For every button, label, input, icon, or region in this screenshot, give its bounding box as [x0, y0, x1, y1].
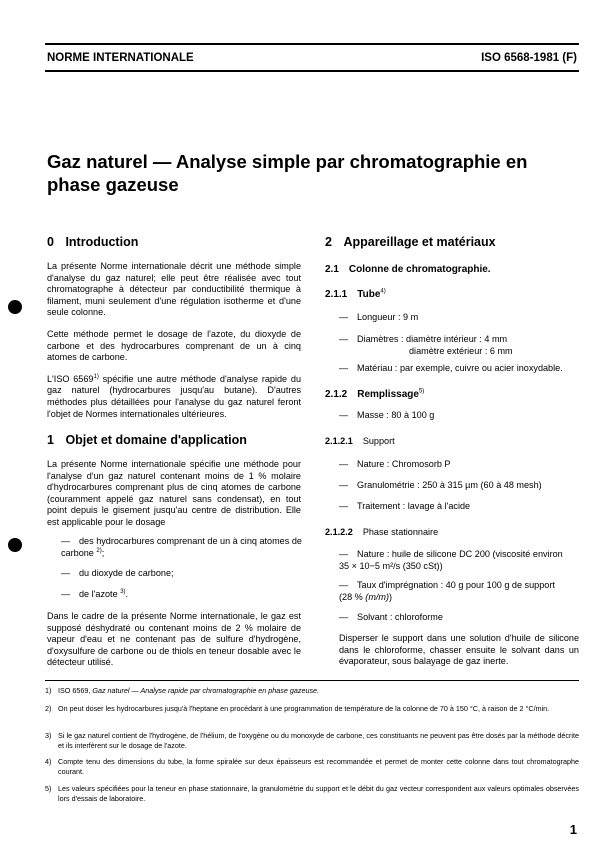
header-left: NORME INTERNATIONALE — [47, 52, 194, 64]
tube-materiau: — Matériau : par exemple, cuivre ou acier inoxydable. — [339, 363, 563, 373]
support-granulometrie: — Granulométrie : 250 à 315 µm (60 à 48 mesh) — [339, 480, 542, 490]
subsection-2-1-2-2: 2.1.2.2 Phase stationnaire — [325, 527, 439, 537]
header-top-rule — [45, 43, 579, 45]
support-nature: — Nature : Chromosorb P — [339, 459, 451, 469]
header-right: ISO 6568-1981 (F) — [481, 52, 577, 64]
tube-diametre-interieur: — Diamètres : diamètre intérieur : 4 mm — [339, 334, 508, 344]
subsection-2-1-1: 2.1.1 Tube$^{4)}$ — [325, 288, 386, 300]
remplissage-masse: — Masse : 80 à 100 g — [339, 410, 435, 420]
tube-longueur: — Longueur : 9 m — [339, 312, 419, 322]
support-traitement: — Traitement : lavage à l'acide — [339, 501, 471, 511]
tube-diametre-exterieur: diamètre extérieur : 6 mm — [409, 346, 513, 356]
title-line-2: phase gazeuse — [47, 174, 179, 195]
intro-paragraph-2: Cette méthode permet le dosage de l'azote, du dioxyde de carbone et des hydrocarbures comprenant de un à cinq atomes de carbone. — [47, 328, 301, 363]
phase-taux-line-2: (28 % (m/m)) — [339, 592, 393, 602]
punch-hole-bottom — [8, 538, 22, 552]
section-1-paragraph-2: Dans le cadre de la présente Norme internationale, le gaz est supposé déshydraté ou contenant moins de 2 % molaire de vapeur d'eau et ne contenant pas de sulfure d'hydrogène, d'oxysulfure de carbone ou de thiols en teneur dosable avec le détecteur utilisé. — [47, 611, 301, 668]
phase-solvant: — Solvant : chloroforme — [339, 612, 443, 622]
section-2-heading: 2 Appareillage et matériaux — [325, 235, 496, 249]
subsection-2-1: 2.1 Colonne de chromatographie. — [325, 264, 491, 275]
subsection-2-1-2: 2.1.2 Remplissage$^{5)}$ — [325, 388, 425, 400]
document-title — [47, 150, 587, 196]
phase-nature-line-2: 35 × 10−5 m²/s (350 cSt)) — [339, 561, 443, 571]
header-bottom-rule — [45, 70, 579, 72]
section-1-paragraph-1: La présente Norme internationale spécifie une méthode pour l'analyse d'un gaz naturel contenant moins de 1 % molaire d'hydrocarbures comprenant plus de cinq atomes de carbone (couramment appelé gaz naturel sans condensat), en tout point depuis le gisement jusqu'au centre de distribution. Elle est applicable pour le dosage — [47, 459, 301, 527]
phase-nature: — Nature : huile de silicone DC 200 (viscosité environ — [339, 549, 563, 559]
section-2-final-paragraph: Disperser le support dans une solution d'huile de silicone dans le chloroforme, chasser ensuite le solvant dans un évaporateur, sous balayage de gaz inerte. — [339, 633, 579, 667]
subsection-2-1-2-1: 2.1.2.1 Support — [325, 436, 395, 446]
phase-taux: — Taux d'imprégnation : 40 g pour 100 g de support — [339, 580, 555, 590]
intro-paragraph-1: La présente Norme internationale décrit une méthode simple d'analyse du gaz naturel; elle peut être réalisée avec tout chromatographe à détecteur par conductibilité thermique à filament, muni seulement d'une régulation isotherme et d'une seule colonne. — [47, 261, 301, 318]
page-number: 1 — [569, 822, 577, 837]
section-1-heading: 1 Objet et domaine d'application — [47, 433, 247, 447]
footnote-rule — [45, 680, 579, 681]
title-line-1: Gaz naturel — Analyse simple par chromatographie en — [47, 151, 528, 172]
section-0-body — [47, 261, 301, 420]
section-0-heading: 0 Introduction — [47, 235, 139, 249]
intro-paragraph-3: L'ISO 6569$^{1)}$ spécifie une autre méthode d'analyse rapide du gaz naturel (hydrocarbures jusqu'au butane). D'autres méthodes plus détaillées pour l'analyse du gaz naturel feront l'objet de Normes internationales ultérieures. — [47, 373, 302, 419]
punch-hole-top — [8, 300, 22, 314]
